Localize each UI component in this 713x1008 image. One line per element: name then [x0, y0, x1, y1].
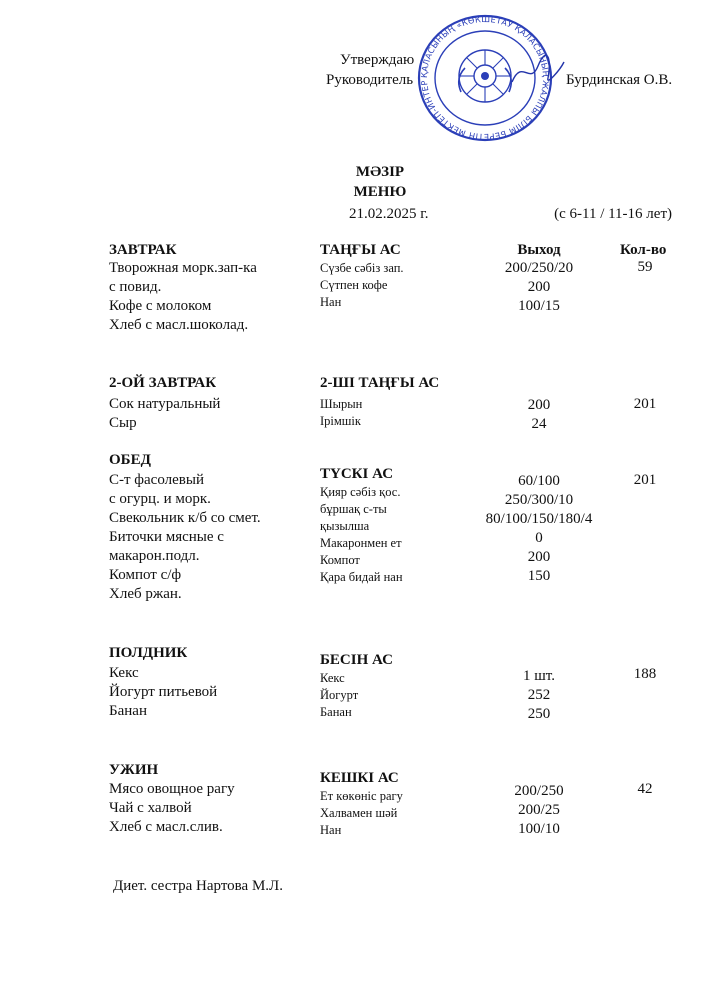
list-item: Ірімшік [320, 414, 361, 428]
list-item: Йогурт [320, 688, 359, 702]
section-outputs [475, 259, 603, 316]
list-item: Йогурт питьевой [109, 684, 218, 700]
approve-label: Утверждаю [340, 52, 415, 68]
section-items-ru [109, 780, 235, 837]
list-item: Сыр [109, 415, 137, 431]
section-outputs [470, 472, 608, 586]
section-title-kz: КЕШКІ АС [320, 770, 399, 786]
section-items-kz [320, 396, 362, 430]
list-item: Банан [320, 705, 352, 719]
list-item: Ет көкөніс рагу [320, 789, 403, 803]
list-item: Кекс [320, 671, 345, 685]
list-item: Нан [320, 823, 342, 837]
output-value: 200 [527, 279, 551, 295]
section-items-kz [320, 484, 403, 586]
age-range: (с 6-11 / 11-16 лет) [554, 206, 672, 222]
list-item: Шырын [320, 397, 363, 411]
output-value: 100/15 [518, 298, 560, 314]
list-item: Кофе с молоком [109, 298, 212, 314]
section-title-ru: ЗАВТРАК [109, 242, 177, 258]
section-outputs [475, 396, 603, 434]
list-item: с повид. [109, 279, 162, 295]
section-title-ru: ОБЕД [109, 452, 151, 468]
section-items-kz [320, 670, 358, 721]
section-title-kz: ТҮСКІ АС [320, 466, 394, 482]
output-value: 24 [531, 416, 547, 432]
count-value: 201 [633, 472, 657, 488]
list-item: Сүтпен кофе [320, 278, 388, 292]
section-title-ru: УЖИН [109, 762, 159, 778]
section-items-ru [109, 664, 217, 721]
count-value: 59 [637, 259, 653, 275]
output-value: 80/100/150/180/4 [485, 511, 593, 527]
section-title-kz: 2-ШІ ТАҢҒЫ АС [320, 375, 440, 391]
output-value: 200/250/20 [504, 260, 574, 276]
list-item: бұршақ с-ты [320, 502, 387, 516]
output-value: 250 [527, 706, 551, 722]
seal-text: ҚАЛАСЫНЫҢ «КӨКШЕТАУ ҚАЛАСЫНЫҢ ЖАЛПЫ БІЛІМ БЕРЕТІН МЕКТЕП-ИНТЕР [418, 14, 552, 142]
section-outputs [475, 782, 603, 839]
count-value: 42 [637, 781, 653, 797]
section-title-kz: ТАҢҒЫ АС [320, 242, 401, 258]
output-value: 150 [527, 568, 551, 584]
list-item: Мясо овощное рагу [109, 781, 235, 797]
output-value: 60/100 [518, 473, 560, 489]
list-item: Хлеб с масл.шоколад. [109, 317, 249, 333]
output-value: 100/10 [518, 821, 560, 837]
section-items-ru [109, 395, 220, 433]
title-kz: МӘЗІР [355, 164, 405, 180]
list-item: Биточки мясные с [109, 529, 224, 545]
list-item: Макаронмен ет [320, 536, 402, 550]
output-value: 250/300/10 [504, 492, 574, 508]
count-value: 188 [633, 666, 657, 682]
signature [508, 52, 568, 97]
list-item: Қияр сәбіз қос. [320, 485, 401, 499]
section-title-ru: 2-ОЙ ЗАВТРАК [109, 375, 217, 391]
list-item: С-т фасолевый [109, 472, 204, 488]
section-title-ru: ПОЛДНИК [109, 645, 188, 661]
list-item: Сүзбе сәбіз зап. [320, 261, 404, 275]
list-item: Банан [109, 703, 147, 719]
section-items-kz [320, 260, 404, 311]
section-items-kz [320, 788, 403, 839]
output-value: 200 [527, 549, 551, 565]
list-item: Хлеб ржан. [109, 586, 182, 602]
list-item: Кекс [109, 665, 139, 681]
list-item: Чай с халвой [109, 800, 192, 816]
list-item: Нан [320, 295, 342, 309]
section-items-ru [109, 259, 257, 335]
list-item: Халвамен шәй [320, 806, 398, 820]
output-value: 200 [527, 397, 551, 413]
head-name: Бурдинская О.В. [566, 72, 673, 88]
list-item: макарон.подл. [109, 548, 200, 564]
count-value: 201 [633, 396, 657, 412]
list-item: Қара бидай нан [320, 570, 403, 584]
dietitian-signature-line: Диет. сестра Нартова М.Л. [113, 878, 283, 894]
section-title-kz: БЕСІН АС [320, 652, 393, 668]
list-item: с огурц. и морк. [109, 491, 211, 507]
output-value: 0 [535, 530, 543, 546]
output-value: 200/25 [518, 802, 560, 818]
list-item: қызылша [320, 519, 370, 533]
head-label: Руководитель [326, 72, 414, 88]
title-ru: МЕНЮ [353, 184, 407, 200]
output-value: 1 шт. [523, 668, 555, 684]
output-value: 200/250 [514, 783, 564, 799]
menu-date: 21.02.2025 г. [349, 206, 429, 222]
list-item: Компот с/ф [109, 567, 182, 583]
list-item: Свекольник к/б со смет. [109, 510, 261, 526]
output-value: 252 [527, 687, 551, 703]
section-items-ru [109, 471, 261, 604]
list-item: Сок натуральный [109, 396, 221, 412]
col-count-header: Кол-во [620, 242, 667, 258]
col-output-header: Выход [517, 242, 561, 258]
list-item: Творожная морк.зап-ка [109, 260, 257, 276]
section-outputs [475, 667, 603, 724]
list-item: Хлеб с масл.слив. [109, 819, 223, 835]
list-item: Компот [320, 553, 360, 567]
